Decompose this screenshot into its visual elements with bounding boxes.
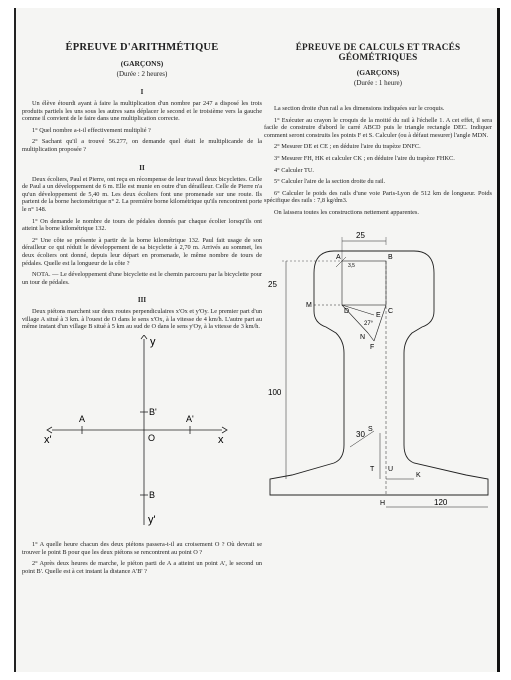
section-2-heading: II bbox=[139, 163, 145, 172]
label-s: S bbox=[368, 425, 373, 433]
label-y: y bbox=[150, 336, 156, 349]
label-t: T bbox=[370, 465, 375, 473]
dim-25-left: 25 bbox=[268, 279, 277, 289]
dim-25-top: 25 bbox=[356, 230, 365, 240]
section-3-heading: III bbox=[137, 296, 147, 305]
label-m: M bbox=[306, 301, 312, 309]
geometry-subtitle: (GARÇONS) bbox=[356, 68, 400, 77]
label-b-prime: B' bbox=[149, 407, 157, 418]
label-d: D bbox=[344, 307, 350, 315]
problem-1-q2: 2° Sachant qu'il a trouvé 56.277, on demande quel était le multiplicande de la multiplication proposée ? bbox=[22, 138, 262, 153]
problem-2-nota: NOTA. — Le développement d'une bicyclette est le chemin parcouru par la bicyclette pour un tour de pédales. bbox=[22, 271, 262, 286]
rail-section-figure bbox=[264, 223, 492, 513]
geometry-intro: La section droite d'un rail a les dimensions indiquées sur le croquis. bbox=[274, 105, 445, 112]
y-axis-arrow-top bbox=[141, 335, 147, 339]
x-axis-arrow-left bbox=[47, 427, 52, 433]
geometry-q5: 5° Calculer l'aire de la section droite du rail. bbox=[274, 178, 386, 186]
geometry-q1: 1° Exécuter au crayon le croquis de la moitié du rail à l'échelle 1. A cet effet, il sera facile de construire d'abord le carré ABCD puis le triangle rectangle DEC. Indiquer comment seront construits les points F et S. Calculer (ou à défaut mesurer) l'angle MDN. bbox=[264, 116, 492, 139]
dim-100: 100 bbox=[268, 387, 282, 397]
problem-3-q1: 1° A quelle heure chacun des deux piétons passera-t-il au croisement O ? Où devrait se trouver le point B pour que les deux piétons se rencontrent au point O ? bbox=[22, 541, 262, 556]
label-f: F bbox=[370, 343, 375, 351]
arithmetic-title: ÉPREUVE D'ARITHMÉTIQUE bbox=[65, 42, 219, 53]
problem-3-q2: 2° Après deux heures de marche, le piéton parti de A a atteint un point A', le second un point B'. Quelle est à cet instant la distance A'B' ? bbox=[22, 560, 262, 575]
dim-120: 120 bbox=[434, 497, 448, 507]
label-a-prime: A' bbox=[186, 414, 194, 425]
arithmetic-duration: (Durée : 2 heures) bbox=[116, 70, 168, 78]
geometry-duration: (Durée : 1 heure) bbox=[353, 79, 402, 87]
angle-label: 27° bbox=[364, 320, 374, 327]
arithmetic-subtitle: (GARÇONS) bbox=[120, 59, 164, 68]
label-u: U bbox=[388, 465, 394, 473]
line-cf bbox=[374, 305, 386, 341]
label-x-prime: x' bbox=[44, 434, 52, 447]
dim-30: 30 bbox=[356, 429, 365, 439]
problem-3-text: Deux piétons marchent sur deux routes perpendiculaires x'Ox et y'Oy. Le premier part d'un village A situé à 3 km. à l'ouest de O dans le sens x'Ox, à la vitesse de 4 km/h. L'autre part au même instant d'un village B situé à 5 km au sud de O dans le sens y'Oy, à la vitesse de 3 km/h. bbox=[22, 308, 262, 331]
label-n: N bbox=[360, 333, 366, 341]
radius-label: 3,5 bbox=[348, 262, 355, 269]
axes-figure bbox=[22, 335, 262, 535]
geometry-note: On laissera toutes les constructions nettement apparentes. bbox=[274, 208, 419, 216]
geometry-q2: 2° Mesurer DE et CE ; en déduire l'aire du trapèze DNFC. bbox=[274, 143, 421, 151]
problem-2-q1: 1° On demande le nombre de tours de pédales donnés par chaque écolier lorsqu'ils ont atteint la borne kilométrique 132. bbox=[22, 217, 262, 233]
line-nf bbox=[368, 333, 374, 341]
problem-2-text: Deux écoliers, Paul et Pierre, ont reçu en récompense de leur travail deux bicyclettes. Celle de Paul a un développement de 6 m. Elle est munie en outre d'un dérailleur. Celle de Pierre n'a qu'un développement de 5,40 m. Les deux écoliers font une promenade sur une route. Ils partent de la borne hectométrique n° 2. La première borne kilométrique qu'ils rencontrent porte le n° 148. bbox=[22, 175, 262, 213]
page-edge-right bbox=[497, 8, 500, 672]
label-c: C bbox=[388, 307, 394, 315]
label-b: B bbox=[388, 253, 393, 261]
label-a: A bbox=[79, 414, 86, 425]
arithmetic-column bbox=[22, 40, 262, 579]
geometry-q6: 6° Calculer le poids des rails d'une voie Paris-Lyon de 512 km de longueur. Poids spécifique des rails : 7,8 kg/dm3. bbox=[264, 189, 492, 205]
problem-1-text: Un élève étourdi ayant à faire la multiplication d'un nombre par 247 a disposé les trois produits partiels les uns sous les autres sans déplacer le second et le troisième vers la gauche comme il convient de le faire dans une multiplication correcte. bbox=[22, 100, 262, 123]
label-h: H bbox=[380, 499, 386, 507]
problem-1-q1: 1° Quel nombre a-t-il effectivement multiplié ? bbox=[32, 126, 151, 134]
label-y-prime: y' bbox=[148, 514, 156, 527]
problem-2-q2: 2° Une côte se présente à partir de la borne kilométrique 132. Paul fait usage de son dérailleur ce qui réduit le développement de sa bicyclette à 2,70 m. Arrivés au sommet, les deux écoliers ont donné, depuis leur départ en promenade, le même nombre de tours de pédales. Quelle est la longueur de la côte ? bbox=[22, 236, 262, 267]
label-e: E bbox=[376, 311, 381, 319]
label-k: K bbox=[416, 471, 421, 479]
geometry-q4: 4° Calculer TU. bbox=[274, 166, 314, 174]
section-1-heading: I bbox=[140, 88, 144, 96]
page-edge-left bbox=[14, 8, 16, 672]
geometry-column bbox=[264, 40, 492, 513]
label-o: O bbox=[148, 433, 156, 444]
x-axis-arrow-right bbox=[222, 427, 227, 433]
label-b: B bbox=[149, 490, 156, 501]
geometry-title: ÉPREUVE DE CALCULS ET TRACÉS GÉOMÉTRIQUES bbox=[295, 42, 461, 62]
label-x: x bbox=[218, 434, 224, 447]
label-a: A bbox=[336, 253, 341, 261]
geometry-q3: 3° Mesurer FH, HK et calculer CK ; en déduire l'aire du trapèze FHKC. bbox=[274, 154, 455, 162]
rail-outline bbox=[270, 251, 488, 495]
